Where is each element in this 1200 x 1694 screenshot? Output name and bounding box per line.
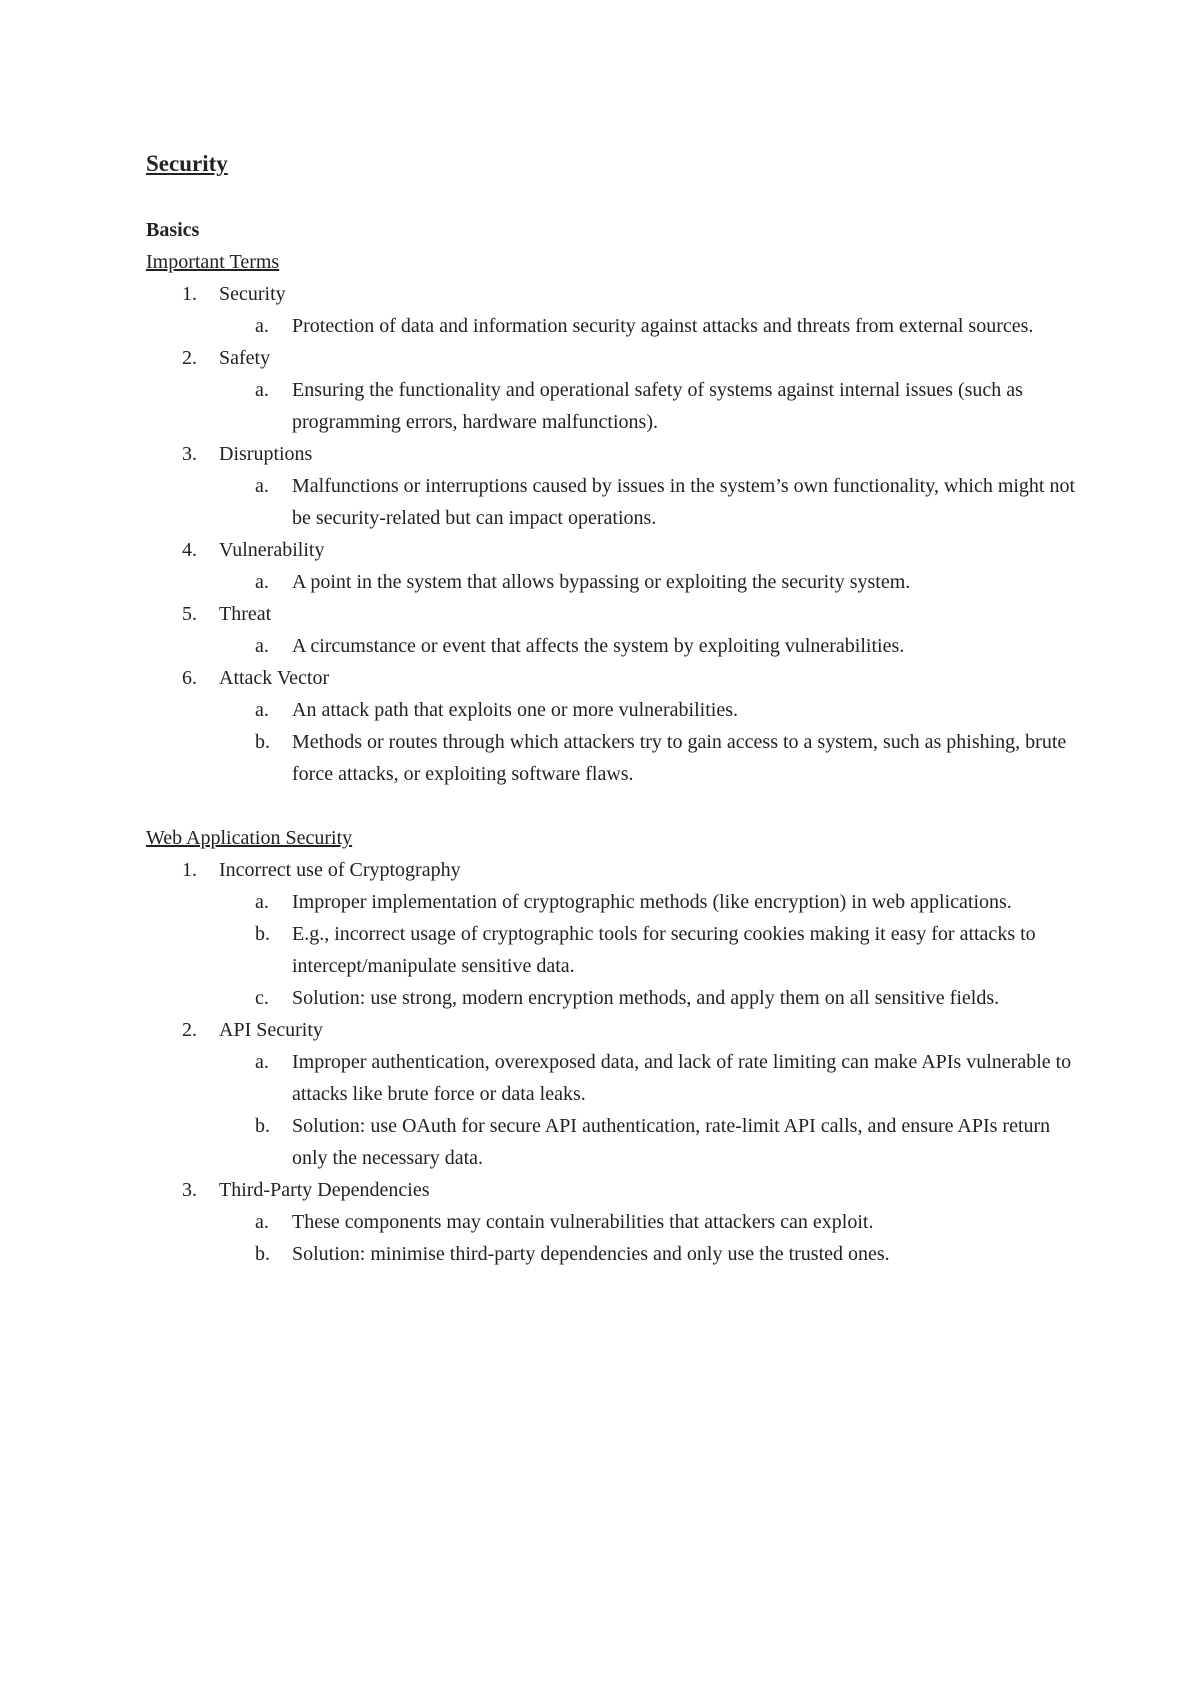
- list-item-label: Third-Party Dependencies: [219, 1179, 430, 1201]
- list-item: [146, 278, 1080, 342]
- sub-list-letter: a.: [255, 635, 269, 657]
- sub-list-item: [219, 1206, 1080, 1238]
- list-item-label: API Security: [219, 1019, 323, 1041]
- sub-list-item: [219, 1046, 1080, 1110]
- sub-list-item: [219, 310, 1080, 342]
- list-item: [146, 662, 1080, 790]
- sub-list-text: E.g., incorrect usage of cryptographic tools for securing cookies making it easy for attacks to intercept/manipulate sensitive data.: [292, 923, 1036, 977]
- section-web-application-security: [146, 822, 1080, 1270]
- lettered-list: [219, 470, 1080, 534]
- sub-list-item: [219, 630, 1080, 662]
- sub-list-item: [219, 1238, 1080, 1270]
- list-number: 3.: [182, 1179, 197, 1201]
- lettered-list: [219, 886, 1080, 1014]
- list-item: [146, 438, 1080, 534]
- sub-list-text: Malfunctions or interruptions caused by issues in the system’s own functionality, which might not be security-related but can impact operations.: [292, 475, 1076, 529]
- sub-list-letter: b.: [255, 1115, 270, 1137]
- sub-list-text: Methods or routes through which attackers try to gain access to a system, such as phishing, brute force attacks, or exploiting software flaws.: [292, 731, 1067, 785]
- list-item-label: Incorrect use of Cryptography: [219, 859, 461, 881]
- numbered-list: [146, 854, 1080, 1270]
- sub-list-item: [219, 374, 1080, 438]
- list-number: 1.: [182, 859, 197, 881]
- list-number: 1.: [182, 283, 197, 305]
- sub-list-item: [219, 566, 1080, 598]
- section-heading: Important Terms: [146, 251, 280, 273]
- sub-list-letter: a.: [255, 571, 269, 593]
- sub-list-text: Protection of data and information security against attacks and threats from external sources.: [292, 315, 1034, 337]
- list-item: [146, 1174, 1080, 1270]
- list-item: [146, 854, 1080, 1014]
- sub-list-item: [219, 726, 1080, 790]
- sub-list-letter: a.: [255, 891, 269, 913]
- list-number: 2.: [182, 1019, 197, 1041]
- lettered-list: [219, 374, 1080, 438]
- section-important-terms: [146, 246, 1080, 790]
- list-item-label: Attack Vector: [219, 667, 330, 689]
- sub-list-text: Solution: use strong, modern encryption methods, and apply them on all sensitive fields.: [292, 987, 1000, 1009]
- sub-list-text: Solution: minimise third-party dependencies and only use the trusted ones.: [292, 1243, 890, 1265]
- list-number: 3.: [182, 443, 197, 465]
- sub-list-letter: c.: [255, 987, 269, 1009]
- subsection-heading-basics: Basics: [146, 219, 200, 241]
- sub-list-letter: b.: [255, 731, 270, 753]
- list-number: 4.: [182, 539, 197, 561]
- list-item: [146, 1014, 1080, 1174]
- sub-list-text: Improper implementation of cryptographic methods (like encryption) in web applications.: [292, 891, 1012, 913]
- sub-list-text: Improper authentication, overexposed data, and lack of rate limiting can make APIs vulnerable to attacks like brute force or data leaks.: [292, 1051, 1072, 1105]
- lettered-list: [219, 1046, 1080, 1174]
- sub-list-text: An attack path that exploits one or more vulnerabilities.: [292, 699, 738, 721]
- sub-list-item: [219, 918, 1080, 982]
- sub-list-text: Ensuring the functionality and operational safety of systems against internal issues (such as programming errors, hardware malfunctions).: [292, 379, 1023, 433]
- list-item-label: Disruptions: [219, 443, 313, 465]
- list-item: [146, 342, 1080, 438]
- sub-list-text: Solution: use OAuth for secure API authentication, rate-limit API calls, and ensure APIs return only the necessary data.: [292, 1115, 1051, 1169]
- list-item-label: Vulnerability: [219, 539, 325, 561]
- list-number: 2.: [182, 347, 197, 369]
- sub-list-letter: b.: [255, 1243, 270, 1265]
- list-number: 6.: [182, 667, 197, 689]
- list-item: [146, 598, 1080, 662]
- lettered-list: [219, 630, 1080, 662]
- sub-list-letter: a.: [255, 699, 269, 721]
- sub-list-text: A point in the system that allows bypassing or exploiting the security system.: [292, 571, 911, 593]
- sub-list-item: [219, 886, 1080, 918]
- sub-list-text: These components may contain vulnerabilities that attackers can exploit.: [292, 1211, 874, 1233]
- list-item-label: Security: [219, 283, 286, 305]
- sub-list-item: [219, 694, 1080, 726]
- lettered-list: [219, 310, 1080, 342]
- list-item-label: Threat: [219, 603, 272, 625]
- sub-list-item: [219, 470, 1080, 534]
- sub-list-item: [219, 982, 1080, 1014]
- sub-list-letter: a.: [255, 1051, 269, 1073]
- list-item: [146, 534, 1080, 598]
- list-number: 5.: [182, 603, 197, 625]
- sub-list-text: A circumstance or event that affects the system by exploiting vulnerabilities.: [292, 635, 905, 657]
- list-item-label: Safety: [219, 347, 271, 369]
- section-heading: Web Application Security: [146, 827, 353, 849]
- lettered-list: [219, 566, 1080, 598]
- numbered-list: [146, 278, 1080, 790]
- sub-list-letter: b.: [255, 923, 270, 945]
- sub-list-letter: a.: [255, 1211, 269, 1233]
- sub-list-letter: a.: [255, 315, 269, 337]
- lettered-list: [219, 1206, 1080, 1270]
- sub-list-item: [219, 1110, 1080, 1174]
- document-title: Security: [146, 151, 228, 176]
- sub-list-letter: a.: [255, 379, 269, 401]
- sub-list-letter: a.: [255, 475, 269, 497]
- lettered-list: [219, 694, 1080, 790]
